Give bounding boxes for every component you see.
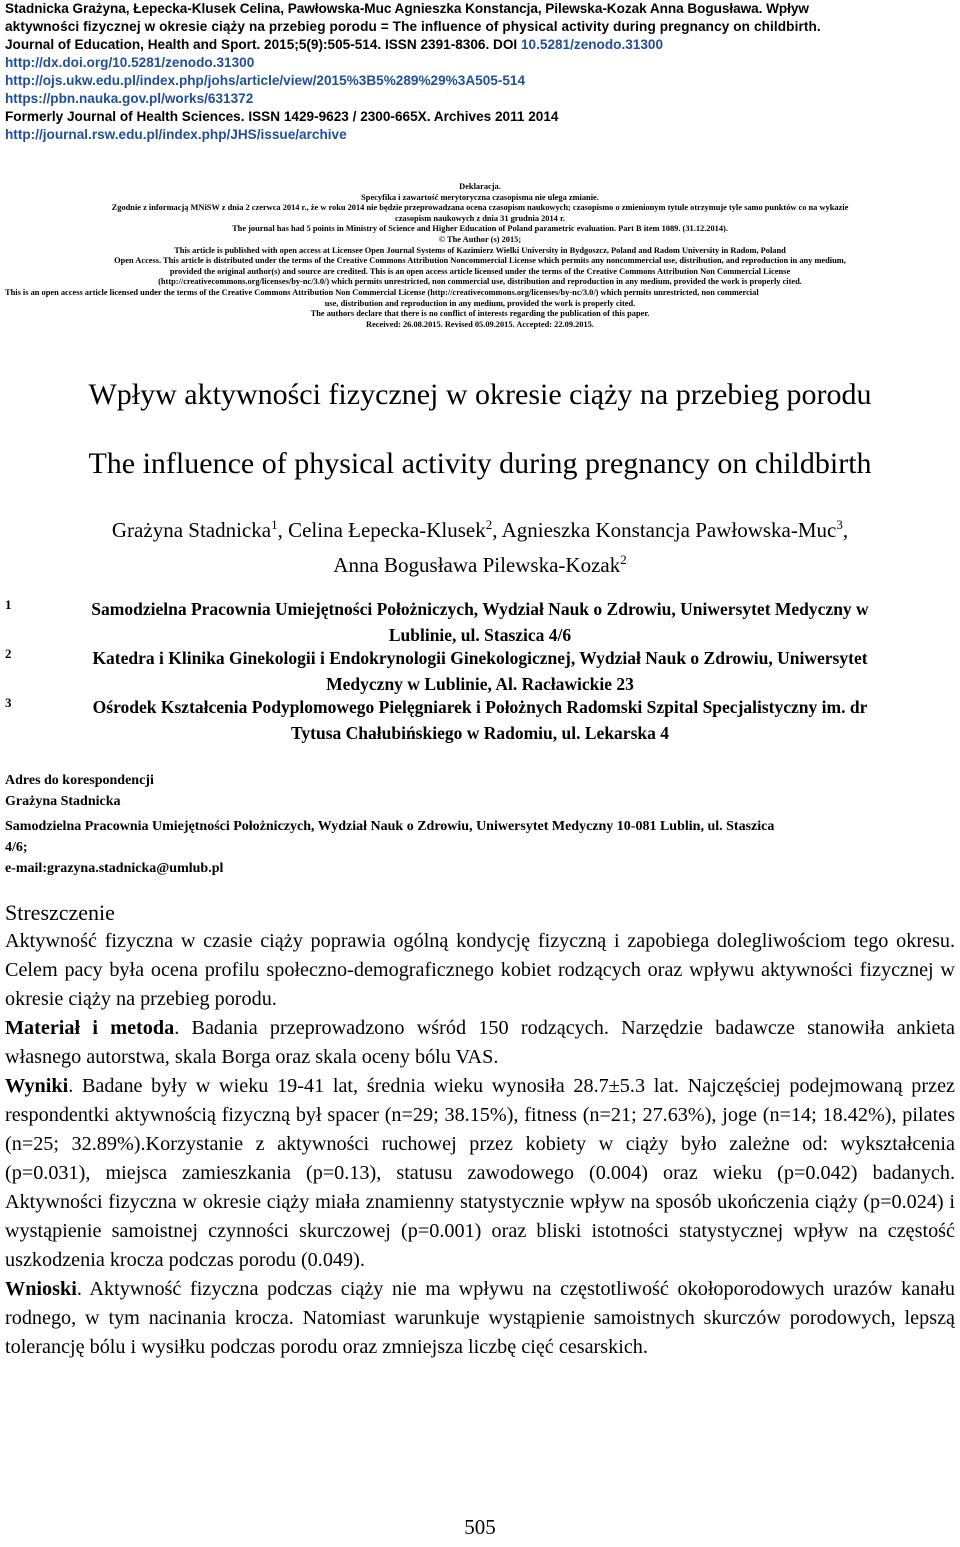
abstract-heading: Streszczenie [5, 900, 115, 925]
affiliation-1: 1 Samodzielna Pracownia Umiejętności Położniczych, Wydział Nauk o Zdrowiu, Uniwersytet Medyczny w Lublinie, ul. Staszica 4/6 [5, 597, 869, 645]
abstract-methods: Materiał i metoda. Badania przeprowadzono wśród 150 rodzących. Narzędzie badawcze stanowiła ankieta własnego autorstwa, skala Borga oraz skala oceny bólu VAS. [5, 1017, 956, 1068]
affiliation-2: 2 Katedra i Klinika Ginekologii i Endokrynologii Ginekologicznej, Wydział Nauk o Zdrowiu, Uniwersytet Medyczny w Lublinie, Al. Racławickie 23 [5, 646, 868, 694]
formerly-line: Formerly Journal of Health Sciences. ISSN 1429-9623 / 2300-665X. Archives 2011 2014 [5, 109, 559, 124]
abstract-conclusions: Wnioski. Aktywność fizyczna podczas ciąży nie ma wpływu na częstotliwość okołoporodowych urazów kanału rodnego, w tym nacinania krocza. Natomiast warunkuje wystąpienie samoistnych skurczów porodowych, lepszą tolerancję bólu i wysiłku podczas porodu oraz zmniejsza liczbę cięć cesarskich. [5, 1278, 955, 1358]
doi-url-link[interactable]: http://dx.doi.org/10.5281/zenodo.31300 [5, 55, 255, 70]
citation-line-3: Journal of Education, Health and Sport. 2015;5(9):505-514. ISSN 2391-8306. DOI 10.5281/zenodo.31300 [5, 37, 664, 52]
ojs-article-link[interactable]: http://ojs.ukw.edu.pl/index.php/johs/article/view/2015%3B5%289%29%3A505-514 [5, 73, 526, 88]
declaration-block: Deklaracja. Specyfika i zawartość merytoryczna czasopisma nie ulega zmianie. Zgodnie z informacją MNiSW z dnia 2 czerwca 2014 r., że w roku 2014 nie będzie przeprowadzana ocena czasopism naukowych; czasopismo o zmienionym tytule otrzymuje tyle samo punktów co na wykazie czasopism naukowych z dnia 31 grudnia 2014 r. The journal has had 5 points in Ministry of Science and Higher Education of Poland parametric evaluation. Part B item 1089. (31.12.2014). © The Author (s) 2015; This article is published with open access at Licensee Open Journal Systems of Kazimierz Wielki University in Bydgoszcz, Poland and Radom University in Radom, Poland Open Access. This article is distributed under the terms of the Creative Commons Attribution Noncommercial License which permits any noncommercial use, distribution, and reproduction in any medium, provided the original author(s) and source are credited. This is an open access article licensed under the terms of the Creative Commons Attribution Non Commercial License (http://creativecommons.org/licenses/by-nc/3.0/) which permits unrestricted, non commercial use, distribution and reproduction in any medium, provided the work is properly cited. This is an open access article licensed under the terms of the Creative Commons Attribution Non Commercial License (http://creativecommons.org/licenses/by-nc/3.0/) which permits unrestricted, non commercial use, distribution and reproduction in any medium, provided the work is properly cited. The authors declare that there is no conflict of interests regarding the publication of this paper. Received: 26.08.2015. Revised 05.09.2015. Accepted: 22.09.2015. [5, 182, 849, 329]
citation-line-1: Stadnicka Grażyna, Łepecka-Klusek Celina, Pawłowska-Muc Agnieszka Konstancja, Pilewska-Kozak Anna Bogusława. Wpływ [5, 1, 809, 16]
citation-line-2: aktywności fizycznej w okresie ciąży na przebieg porodu = The influence of physical activity during pregnancy on childbirth. [5, 19, 821, 34]
authors-list [0, 510, 960, 580]
doi-link[interactable]: 10.5281/zenodo.31300 [520, 37, 664, 52]
authors-line-2: Anna Bogusława Pilewska-Kozak$^2$ [333, 552, 627, 577]
abstract-results: Wyniki. Badane były w wieku 19-41 lat, średnia wieku wynosiła 28.7±5.3 lat. Najczęściej podejmowaną przez respondentki aktywnością fizyczną był spacer (n=29; 38.15%), fitness (n=21; 27.63%), joge (n=14; 18.42%), pilates (n=25; 32.89%).Korzystanie z aktywności ruchowej przez kobiety w ciąży było zależne od: wykształcenia (p=0.031), miejsca zamieszkania (p=0.13), statusu zawodowego (0.004) oraz wieku (p=0.042) badanych. Aktywności fizyczna w okresie ciąży miała znamienny statystycznie wpływ na sposób ukończenia ciąży (p=0.024) i wystąpienie samoistnej czynności skurczowej (p=0.001) oraz bliski istotności statystycznej wpływ na częstość uszkodzenia krocza podczas porodu (0.049). [5, 1075, 955, 1271]
authors-line-1: Grażyna Stadnicka$^1$, Celina Łepecka-Klusek$^2$, Agnieszka Konstancja Pawłowska-Muc$^3$, [111, 517, 849, 542]
abstract-intro: Aktywność fizyczna w czasie ciąży poprawia ogólną kondycję fizyczną i zapobiega dolegliwościom tego okresu. Celem pacy była ocena profilu społeczno-demograficznego kobiet rodzących oraz wpływu aktywności fizycznej w okresie ciąży na przebieg porodu. [5, 930, 955, 1010]
email-link[interactable]: e-mail:grazyna.stadnicka@umlub.pl [5, 861, 224, 876]
citation-block [5, 0, 955, 144]
page-number: 505 [464, 1515, 496, 1539]
pbn-works-link[interactable]: https://pbn.nauka.gov.pl/works/631372 [5, 91, 254, 106]
abstract-body [5, 927, 955, 1362]
correspondence-block: Adres do korespondencji Grażyna Stadnicka Samodzielna Pracownia Umiejętności Położniczych, Wydział Nauk o Zdrowiu, Uniwersytet Medyczny 10-081 Lublin, ul. Staszica 4/6; e-mail:grazyna.stadnicka@umlub.pl [5, 770, 955, 879]
title-english: The influence of physical activity during pregnancy on childbirth [88, 447, 872, 480]
journal-archive-link[interactable]: http://journal.rsw.edu.pl/index.php/JHS/issue/archive [5, 127, 347, 142]
affiliation-3: 3 Ośrodek Kształcenia Podyplomowego Pielęgniarek i Położnych Radomski Szpital Specjalistyczny im. dr Tytusa Chałubińskiego w Radomiu, ul. Lekarska 4 [5, 695, 868, 743]
title-polish: Wpływ aktywności fizycznej w okresie ciąży na przebieg porodu [88, 378, 872, 411]
